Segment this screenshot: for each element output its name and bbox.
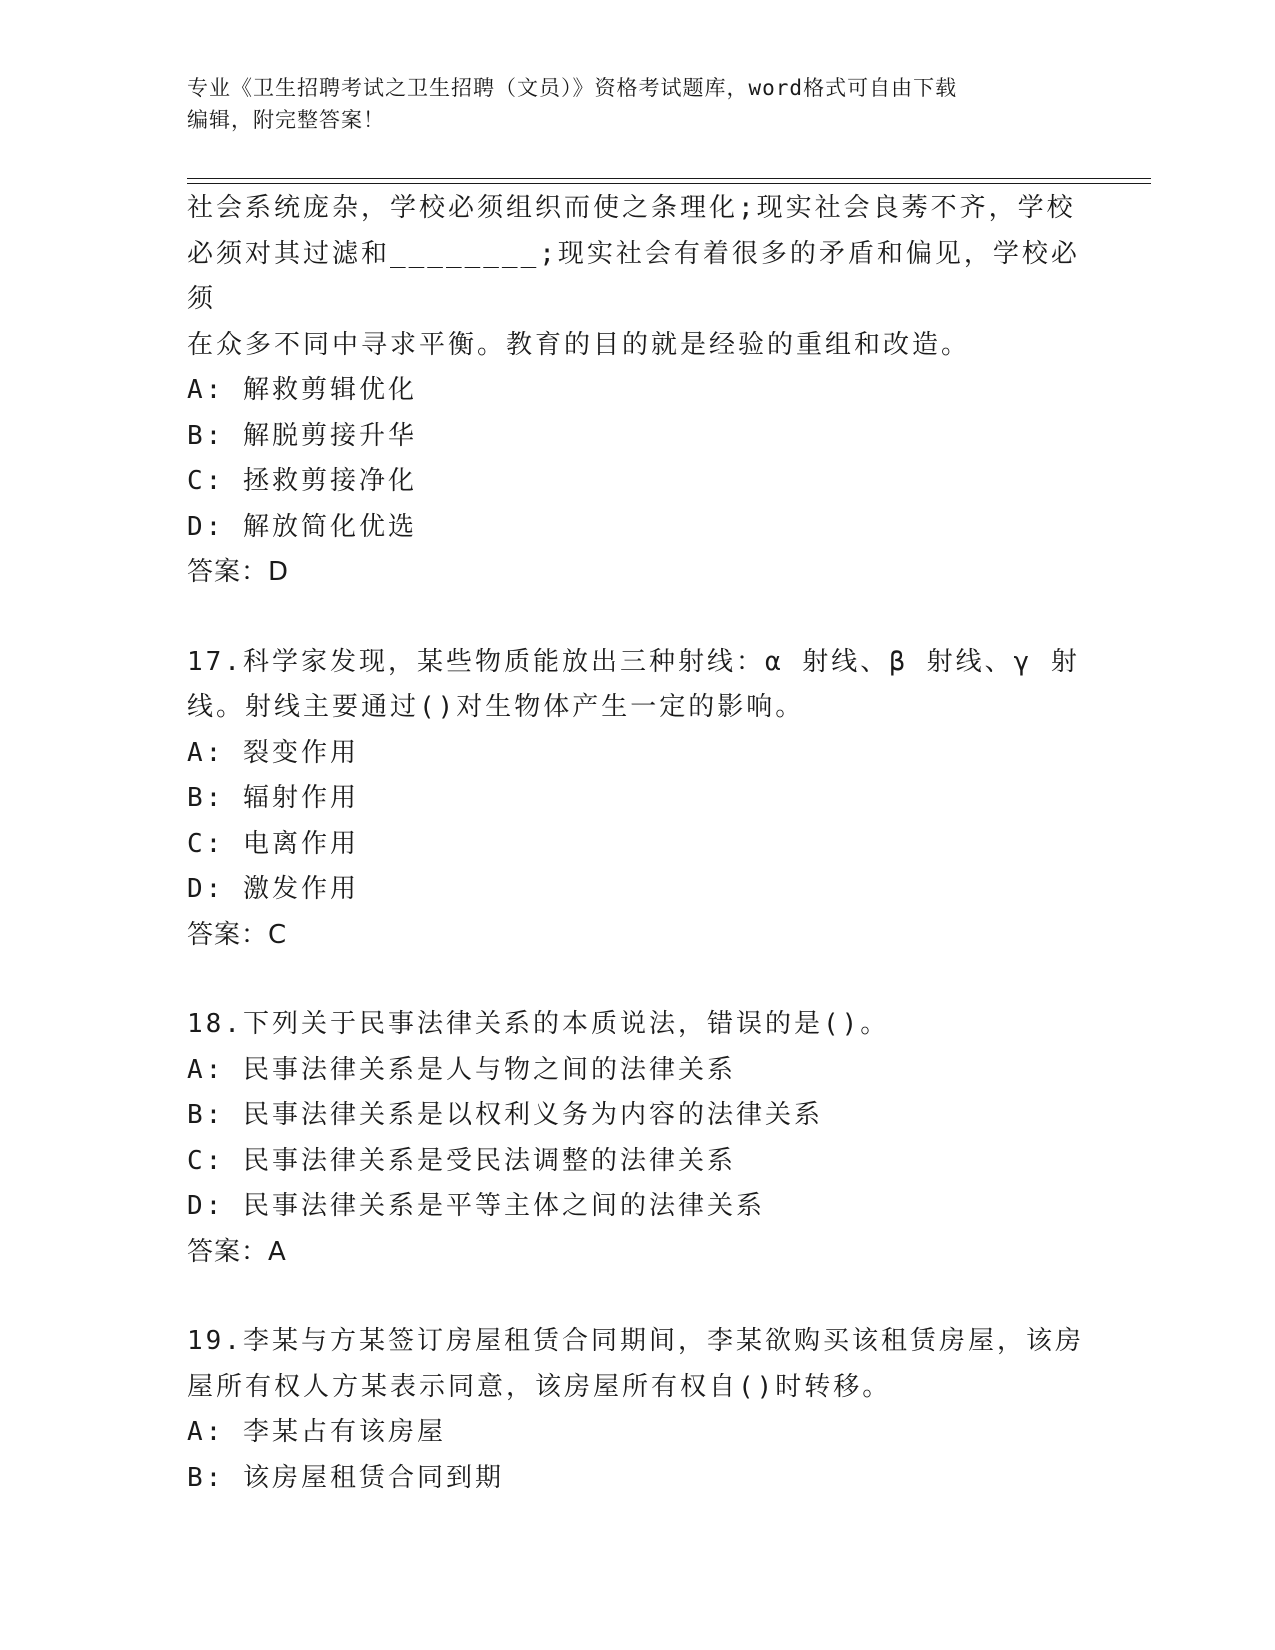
question-stem-line: 17.科学家发现，某些物质能放出三种射线：α 射线、β 射线、γ 射 [187, 646, 1080, 677]
question-stem-line: 19.李某与方某签订房屋租赁合同期间，李某欲购买该租赁房屋，该房 [187, 1326, 1084, 1356]
question-list [187, 186, 1087, 1501]
option-b: B: 解脱剪接升华 [187, 420, 417, 451]
option-c: C: 拯救剪接净化 [187, 466, 417, 496]
question-19 [187, 1319, 1087, 1501]
option-d: D: 民事法律关系是平等主体之间的法律关系 [187, 1191, 765, 1221]
question-16 [187, 186, 1087, 596]
answer: 答案：C [187, 919, 288, 950]
option-a: A: 裂变作用 [187, 737, 359, 768]
question-stem-line: 社会系统庞杂，学校必须组织而使之条理化;现实社会良莠不齐，学校 [187, 193, 1076, 223]
option-b: B: 该房屋租赁合同到期 [187, 1462, 504, 1493]
header-line-2: 编辑，附完整答案！ [187, 108, 385, 132]
option-b: B: 辐射作用 [187, 783, 359, 813]
option-a: A: 民事法律关系是人与物之间的法律关系 [187, 1054, 736, 1085]
answer: 答案：D [187, 557, 290, 587]
question-stem-line: 线。射线主要通过()对生物体产生一定的影响。 [187, 692, 805, 722]
header-divider-bottom [187, 183, 1151, 184]
document-header [187, 72, 1087, 136]
question-stem-line: 必须对其过滤和________;现实社会有着很多的矛盾和偏见，学校必须 [187, 238, 1080, 314]
option-c: C: 民事法律关系是受民法调整的法律关系 [187, 1145, 736, 1176]
option-a: A: 解救剪辑优化 [187, 375, 417, 405]
header-line-1: 专业《卫生招聘考试之卫生招聘（文员）》资格考试题库，word格式可自由下载 [187, 76, 958, 100]
header-divider-top [187, 178, 1151, 179]
question-stem-line: 18.下列关于民事法律关系的本质说法，错误的是()。 [187, 1009, 890, 1039]
option-d: D: 激发作用 [187, 874, 359, 904]
question-stem-line: 在众多不同中寻求平衡。教育的目的就是经验的重组和改造。 [187, 329, 971, 360]
option-b: B: 民事法律关系是以权利义务为内容的法律关系 [187, 1100, 823, 1130]
question-18 [187, 1002, 1087, 1275]
option-c: C: 电离作用 [187, 828, 359, 859]
option-a: A: 李某占有该房屋 [187, 1417, 446, 1447]
question-stem-line: 屋所有权人方某表示同意，该房屋所有权自()时转移。 [187, 1371, 892, 1402]
answer: 答案：A [187, 1236, 287, 1267]
question-17 [187, 640, 1087, 959]
option-d: D: 解放简化优选 [187, 511, 417, 542]
